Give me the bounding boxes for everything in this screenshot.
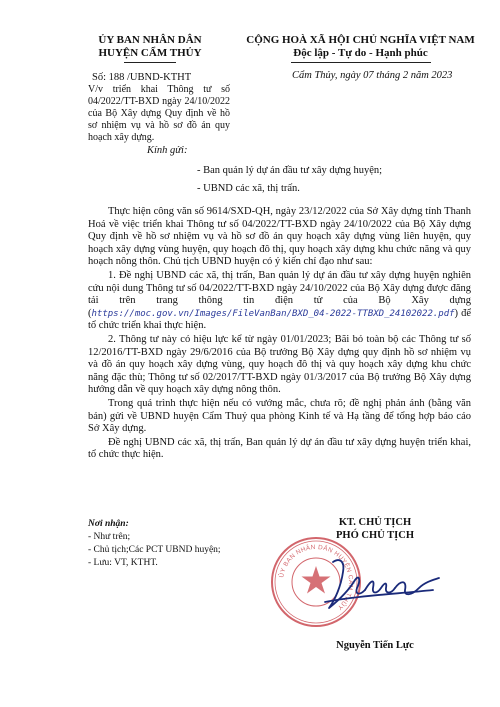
national-motto-header [238,34,483,63]
body-paragraph: Đề nghị UBND các xã, thị trấn, Ban quản lý dự án đầu tư xây dựng huyện triển khai, tổ chức thực hiện. [88,436,471,461]
document-number: Số: 188 /UBND-KTHT [92,72,192,83]
distribution-item: - Lưu: VT, KTHT. [88,558,158,568]
body-paragraph: Trong quá trình thực hiện nếu có vướng mắc, chưa rõ; đề nghị phản ánh (bằng văn bản) gửi về UBND huyện Cẩm Thuỷ qua phòng Kinh tế và Hạ tầng để tổng hợp báo cáo Sở Xây dựng. [88,397,471,435]
motto-underline [291,62,431,63]
body-paragraph: 2. Thông tư này có hiệu lực kể từ ngày 01/01/2023; Bãi bỏ toàn bộ các Thông tư số 12/2016/TT-BXD ngày 29/6/2016 của Bộ trưởng Bộ Xây dựng quy định hồ sơ nhiệm vụ và đồ án quy hoạch xây dựng vùng, quy hoạch đô thị và quy hoạch xây dựng khu chức năng đặc thù; Thông tư số 02/2017/TT-BXD ngày 01/3/2017 của Bộ trưởng Bộ Xây dựng hướng dẫn về quy hoạch xây dựng nông thôn. [88,333,471,396]
agency-underline [124,62,176,63]
recipient-item: - UBND các xã, thị trấn. [197,183,300,194]
body-paragraph: Thực hiện công văn số 9614/SXD-QH, ngày 23/12/2022 của Sở Xây dựng tỉnh Thanh Hoá về việc triển khai Thông tư số 04/2022/TT-BXD ngày 24/10/2022 của Bộ Xây dựng Quy định về hồ sơ nhiệm vụ và hồ sơ đồ án quy hoạch xây dựng vùng liên huyện, quy hoạch xây dựng vùng huyện, quy hoạch đô thị, quy hoạch xây dựng khu chức năng và quy hoạch nông thôn. Chủ tịch UBND huyện có ý kiến chỉ đạo như sau: [88,206,471,268]
recipient-item: - Ban quản lý dự án đầu tư xây dựng huyện; [197,165,383,176]
document-body [88,206,471,463]
distribution-item: - Như trên; [88,532,131,542]
distribution-title: Nơi nhận: [88,519,129,529]
document-link[interactable]: https://moc.gov.vn/Images/FileVanBan/BXD_04-2022-TTBXD_24102022.pdf [91,308,455,319]
place-and-date: Cẩm Thủy, ngày 07 tháng 2 năm 2023 [292,70,453,81]
issuing-agency-header [60,34,240,63]
body-text-segment: 1. Đề nghị UBND các xã, thị trấn, Ban quản lý dự án đầu tư xây dựng huyện nghiên cứu nội dung Thông tư số 04/2022/TT-BXD ngày 24/10/2022 của Bộ Xây dựng được đăng tải trên trang thông tin điện tử của Bộ Xây dựng ( [88,269,471,319]
agency-line-1: ỦY BAN NHÂN DÂN [98,34,202,46]
svg-text:ỦY BAN NHÂN DÂN HUYỆN CẨM THỦY: ỦY BAN NHÂN DÂN HUYỆN CẨM THỦY [278,543,355,612]
distribution-list [88,518,221,570]
agency-line-2: HUYỆN CẨM THỦY [98,47,202,59]
document-subject: V/v triển khai Thông tư số 04/2022/TT-BXD ngày 24/10/2022 của Bộ Xây dựng Quy định về hồ sơ nhiệm vụ và hồ sơ đồ án quy hoạch xây dựng. [88,84,230,143]
motto: Độc lập - Tự do - Hạnh phúc [293,47,428,59]
salutation: Kính gửi: [147,145,188,156]
signer-authority: KT. CHỦ TỊCH [338,517,412,528]
recipient-list [197,162,382,198]
body-paragraph-with-link [88,270,471,333]
signer-position: PHÓ CHỦ TỊCH [336,530,414,541]
distribution-item: - Chủ tịch;Các PCT UBND huyện; [88,545,221,555]
body-text-segment: ) để tổ chức triển khai thực hiện. [88,307,471,332]
signer-name: Nguyễn Tiến Lực [336,640,414,651]
country-name: CỘNG HOÀ XÃ HỘI CHỦ NGHĨA VIỆT NAM [246,34,475,46]
handwritten-signature [315,550,445,620]
